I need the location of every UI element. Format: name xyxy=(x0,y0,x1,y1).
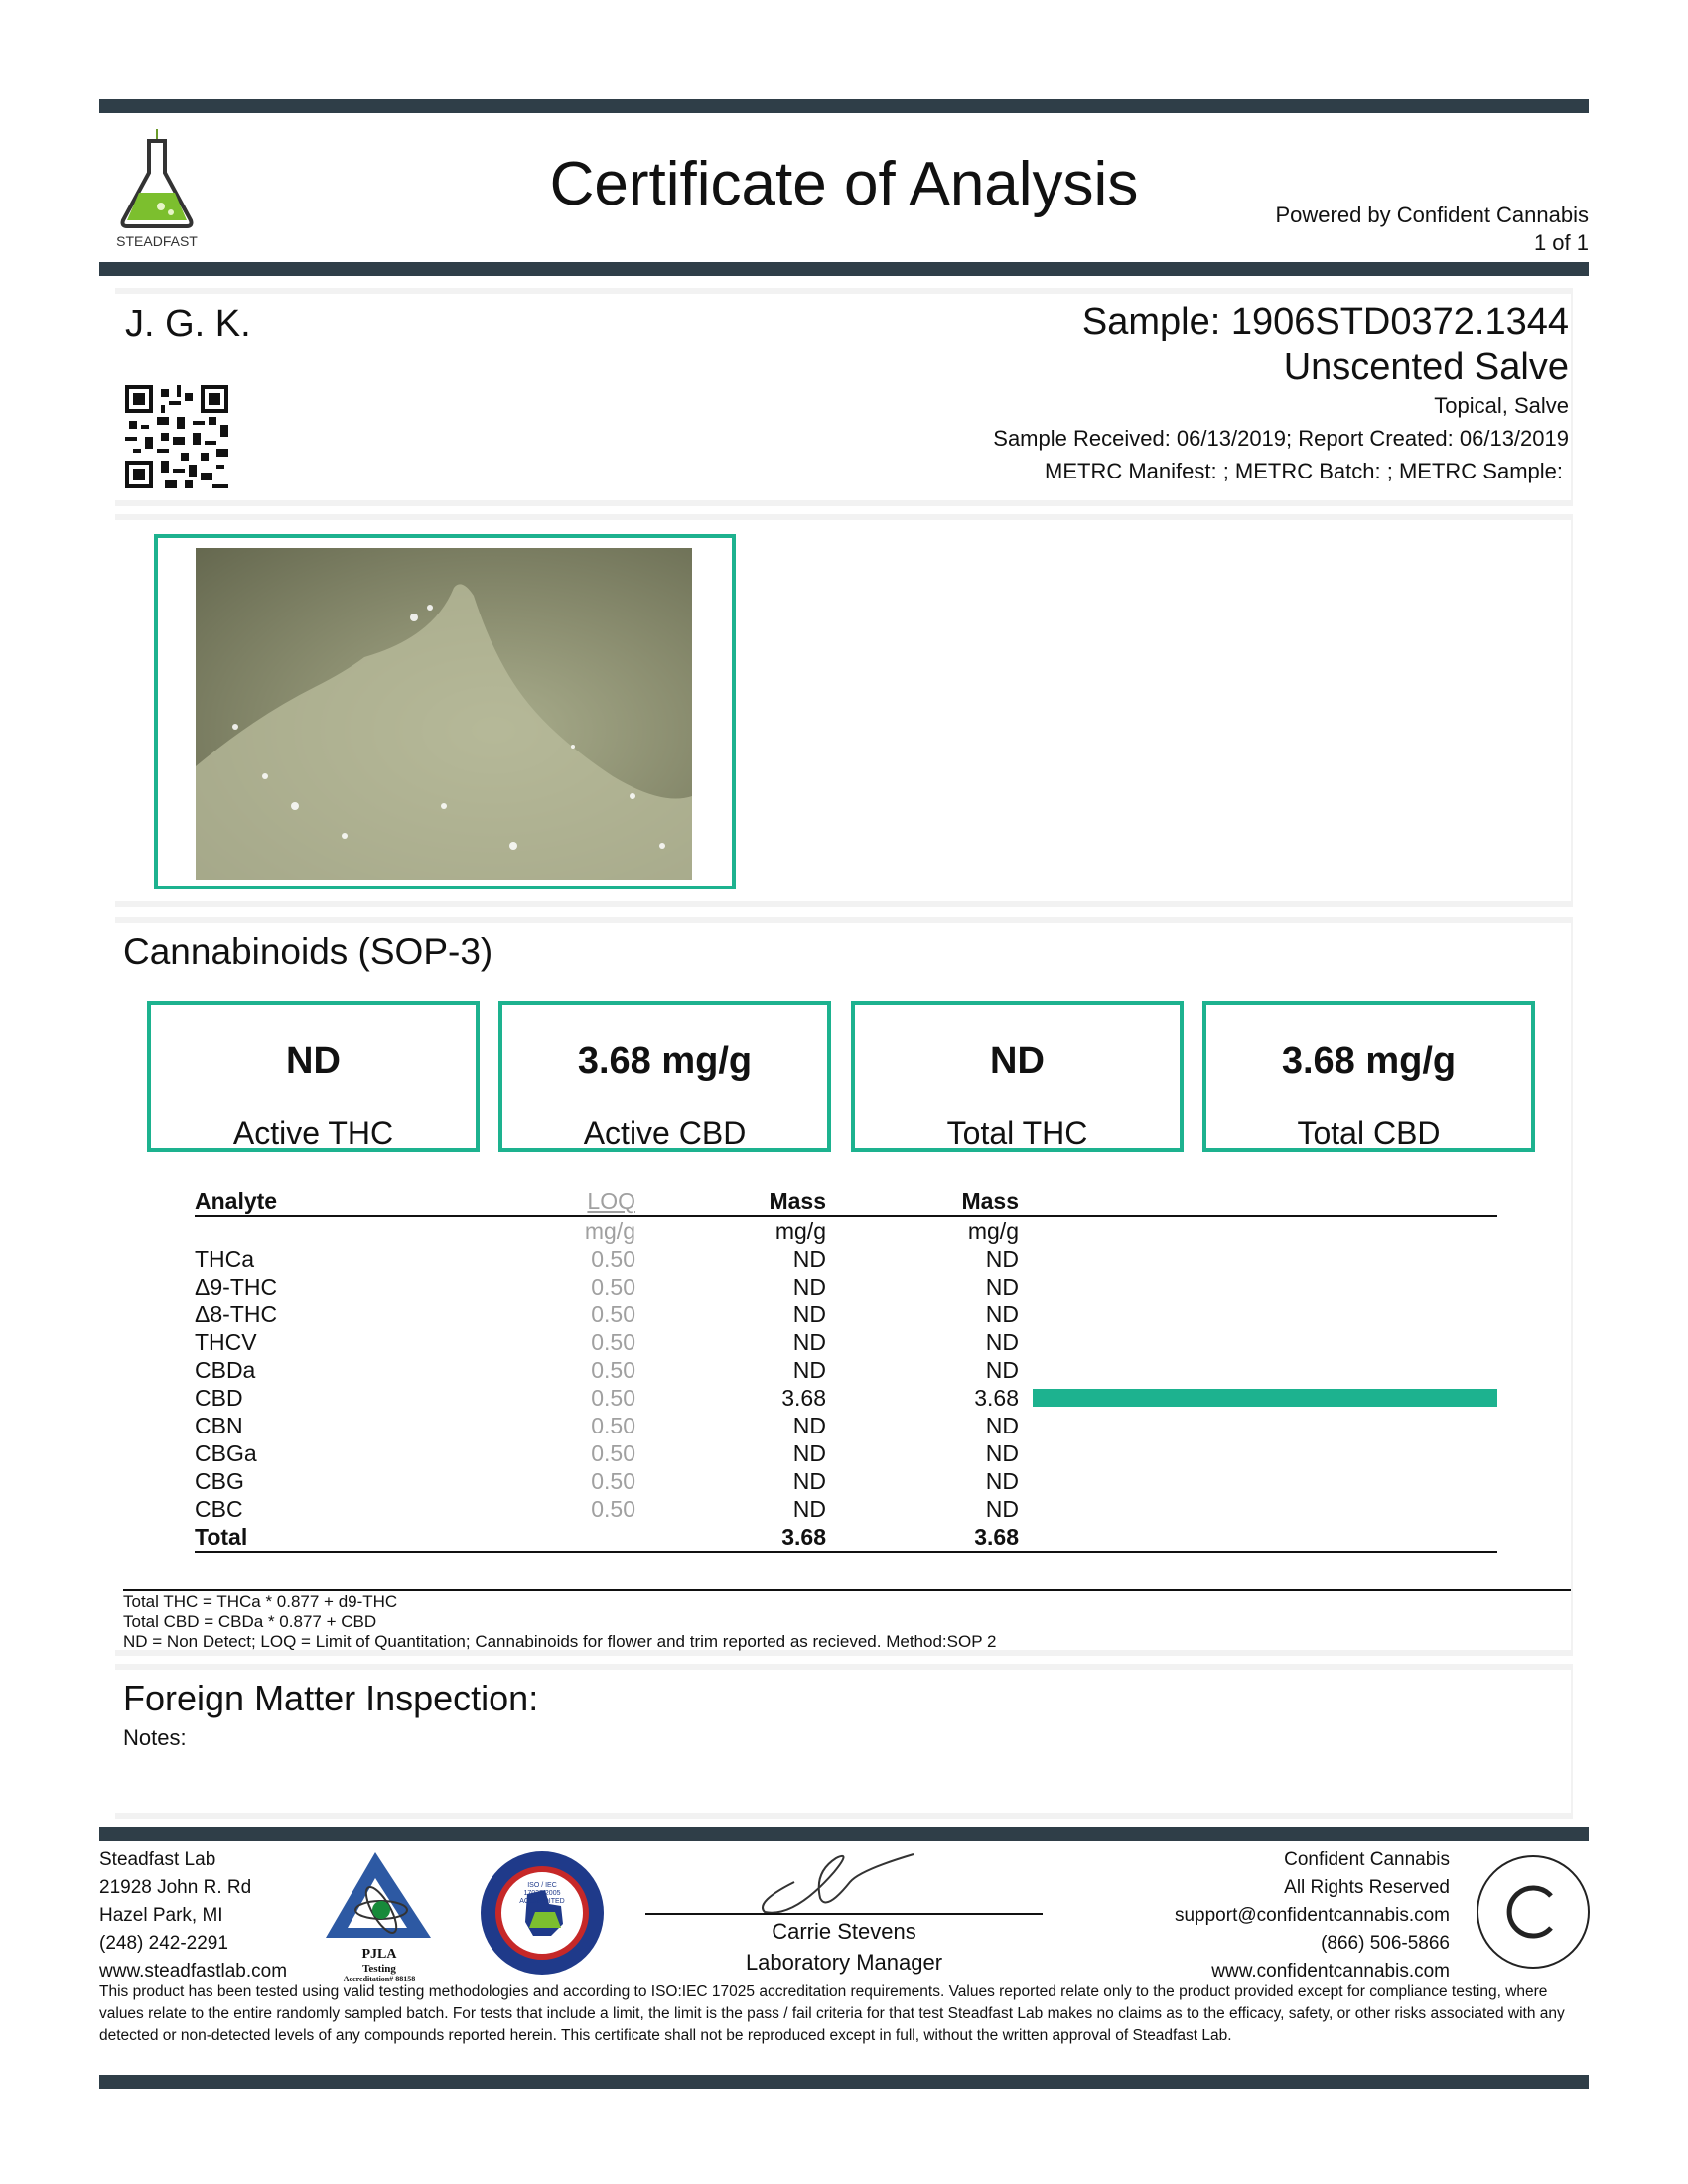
logo-text: STEADFAST xyxy=(116,233,198,249)
header-mass: Mass xyxy=(826,1187,1019,1216)
table-row xyxy=(195,1495,1497,1523)
loq-value: 0.50 xyxy=(591,1301,635,1327)
mass-value: ND xyxy=(985,1440,1019,1466)
unit: mg/g xyxy=(967,1218,1019,1244)
summary-card-active-thc xyxy=(147,1001,480,1152)
total-mass: 3.68 xyxy=(635,1523,826,1552)
lab-contact xyxy=(99,1846,287,1985)
lab-name: Steadfast Lab xyxy=(99,1849,216,1870)
iso-accreditation-badge xyxy=(478,1848,607,1978)
card-value: 3.68 mg/g xyxy=(577,1040,753,1082)
mass-value: 3.68 xyxy=(781,1385,826,1411)
lab-city: Hazel Park, MI xyxy=(99,1905,223,1926)
pjla-logo xyxy=(320,1848,439,1983)
loq-value: 0.50 xyxy=(591,1274,635,1299)
card-label: Active THC xyxy=(232,1115,394,1151)
table-row xyxy=(195,1356,1497,1384)
mass-value: ND xyxy=(792,1357,826,1383)
table-header xyxy=(195,1187,1497,1216)
header-bottom-bar xyxy=(99,262,1589,276)
mass-value: ND xyxy=(985,1301,1019,1327)
loq-value: 0.50 xyxy=(591,1385,635,1411)
sample-type: Topical, Salve xyxy=(1434,393,1569,418)
mass-value: ND xyxy=(792,1440,826,1466)
pjla-testing: Testing xyxy=(362,1963,396,1975)
loq-value: 0.50 xyxy=(591,1413,635,1438)
table-row xyxy=(195,1328,1497,1356)
total-label: Total xyxy=(195,1523,536,1552)
header-mass: Mass xyxy=(635,1187,826,1216)
cc-contact xyxy=(1175,1846,1450,1985)
lab-website[interactable]: www.steadfastlab.com xyxy=(99,1961,288,1981)
pjla-name: PJLA xyxy=(361,1947,397,1962)
cannabinoid-table xyxy=(195,1187,1497,1553)
table-row xyxy=(195,1467,1497,1495)
mass-value: ND xyxy=(792,1246,826,1272)
header-analyte: Analyte xyxy=(195,1187,536,1216)
note-total-cbd: Total CBD = CBDa * 0.877 + CBD xyxy=(123,1612,377,1631)
sample-dates: Sample Received: 06/13/2019; Report Created: 06/13/2019 xyxy=(993,426,1569,451)
note-total-thc: Total THC = THCa * 0.877 + d9-THC xyxy=(123,1592,398,1611)
client-name: J. G. K. xyxy=(125,303,251,344)
cc-phone: (866) 506-5866 xyxy=(1321,1933,1450,1954)
table-row xyxy=(195,1245,1497,1273)
sample-name: Unscented Salve xyxy=(1283,346,1569,388)
analyte-name: CBDa xyxy=(195,1357,256,1383)
mass-value: 3.68 xyxy=(974,1385,1019,1411)
concentration-bar xyxy=(1033,1389,1497,1407)
loq-value: 0.50 xyxy=(591,1246,635,1272)
cc-website[interactable]: www.confidentcannabis.com xyxy=(1211,1961,1450,1981)
metrc-info: METRC Manifest: ; METRC Batch: ; METRC Sample: xyxy=(1045,459,1563,483)
card-label: Total CBD xyxy=(1297,1115,1441,1151)
confident-cannabis-seal xyxy=(1474,1852,1593,1972)
table-row xyxy=(195,1412,1497,1439)
unit: mg/g xyxy=(584,1218,635,1244)
mass-value: ND xyxy=(985,1496,1019,1522)
mass-value: ND xyxy=(985,1468,1019,1494)
card-value: 3.68 mg/g xyxy=(1281,1040,1457,1082)
foreign-matter-notes: Notes: xyxy=(123,1725,187,1750)
page-title: Certificate of Analysis xyxy=(549,150,1139,218)
table-row xyxy=(195,1273,1497,1300)
powered-by: Powered by Confident Cannabis xyxy=(1275,203,1589,227)
unit: mg/g xyxy=(774,1218,826,1244)
mass-value: ND xyxy=(985,1274,1019,1299)
mass-value: ND xyxy=(792,1413,826,1438)
signer-title: Laboratory Manager xyxy=(745,1950,943,1975)
lab-street: 21928 John R. Rd xyxy=(99,1877,252,1898)
iso-badge-text: ISO / IEC 17025:2005 ACCREDITED xyxy=(519,1882,565,1905)
analyte-name: Δ8-THC xyxy=(195,1301,278,1327)
analyte-name: CBG xyxy=(195,1468,244,1494)
mass-value: ND xyxy=(985,1246,1019,1272)
mass-value: ND xyxy=(985,1329,1019,1355)
disclaimer: This product has been tested using valid testing methodologies and according to ISO:IEC 17025 accreditation requirements. Values reported relate only to the product provided except for compliance testing, where values relate to the entire randomly sampled batch. For tests that include a limit, the limit is the pass / fail criteria for that test Steadfast Lab makes no claims as to the efficacy, safety, or other risks associated with any detected or non-detected levels of any compounds reported herein. This certificate shall not be reproduced except in full, without the written approval of Steadfast Lab. xyxy=(99,1983,1565,2044)
top-bar xyxy=(99,99,1589,113)
mass-value: ND xyxy=(792,1274,826,1299)
page-number: 1 of 1 xyxy=(1533,230,1589,255)
analyte-name: CBGa xyxy=(195,1440,257,1466)
card-label: Total THC xyxy=(946,1115,1088,1151)
units-row xyxy=(195,1216,1497,1245)
mass-value: ND xyxy=(792,1329,826,1355)
sample-id: Sample: 1906STD0372.1344 xyxy=(1081,301,1569,342)
formula-divider xyxy=(123,1589,1571,1591)
pjla-accreditation: Accreditation# 88158 xyxy=(343,1975,416,1983)
mass-value: ND xyxy=(985,1357,1019,1383)
summary-card-total-thc xyxy=(851,1001,1184,1152)
loq-value: 0.50 xyxy=(591,1357,635,1383)
summary-card-total-cbd xyxy=(1202,1001,1535,1152)
formula-notes xyxy=(123,1592,996,1652)
sample-photo-frame xyxy=(154,534,736,889)
total-mass: 3.68 xyxy=(826,1523,1019,1552)
table-row xyxy=(195,1439,1497,1467)
analyte-name: THCa xyxy=(195,1246,255,1272)
loq-value: 0.50 xyxy=(591,1440,635,1466)
cc-email[interactable]: support@confidentcannabis.com xyxy=(1174,1905,1450,1926)
loq-value: 0.50 xyxy=(591,1329,635,1355)
mass-value: ND xyxy=(792,1301,826,1327)
summary-card-active-cbd xyxy=(498,1001,831,1152)
signature-line xyxy=(645,1913,1043,1915)
header-loq: LOQ xyxy=(536,1187,635,1216)
signer-name: Carrie Stevens xyxy=(772,1919,916,1944)
analyte-name: CBN xyxy=(195,1413,243,1438)
cannabinoids-title: Cannabinoids (SOP-3) xyxy=(123,931,493,972)
card-value: ND xyxy=(286,1040,341,1082)
footer-bottom-bar xyxy=(99,2075,1589,2089)
analyte-name: CBD xyxy=(195,1385,243,1411)
table-row xyxy=(195,1300,1497,1328)
mass-value: ND xyxy=(985,1413,1019,1438)
cc-rights: All Rights Reserved xyxy=(1284,1877,1450,1898)
lab-phone: (248) 242-2291 xyxy=(99,1933,228,1954)
mass-value: ND xyxy=(792,1468,826,1494)
cc-name: Confident Cannabis xyxy=(1284,1849,1450,1870)
total-row xyxy=(195,1523,1497,1552)
qr-code xyxy=(125,385,228,488)
table-row xyxy=(195,1384,1497,1412)
loq-value: 0.50 xyxy=(591,1468,635,1494)
note-legend: ND = Non Detect; LOQ = Limit of Quantitation; Cannabinoids for flower and trim reported as recieved. Method:SOP 2 xyxy=(123,1632,997,1651)
analyte-name: Δ9-THC xyxy=(195,1274,278,1299)
loq-value: 0.50 xyxy=(591,1496,635,1522)
card-label: Active CBD xyxy=(583,1115,747,1151)
analyte-name: THCV xyxy=(195,1329,257,1355)
signature xyxy=(735,1843,953,1918)
footer-top-bar xyxy=(99,1827,1589,1841)
sample-photo xyxy=(196,548,692,880)
foreign-matter-title: Foreign Matter Inspection: xyxy=(123,1678,539,1718)
card-value: ND xyxy=(990,1040,1045,1082)
analyte-name: CBC xyxy=(195,1496,243,1522)
mass-value: ND xyxy=(792,1496,826,1522)
